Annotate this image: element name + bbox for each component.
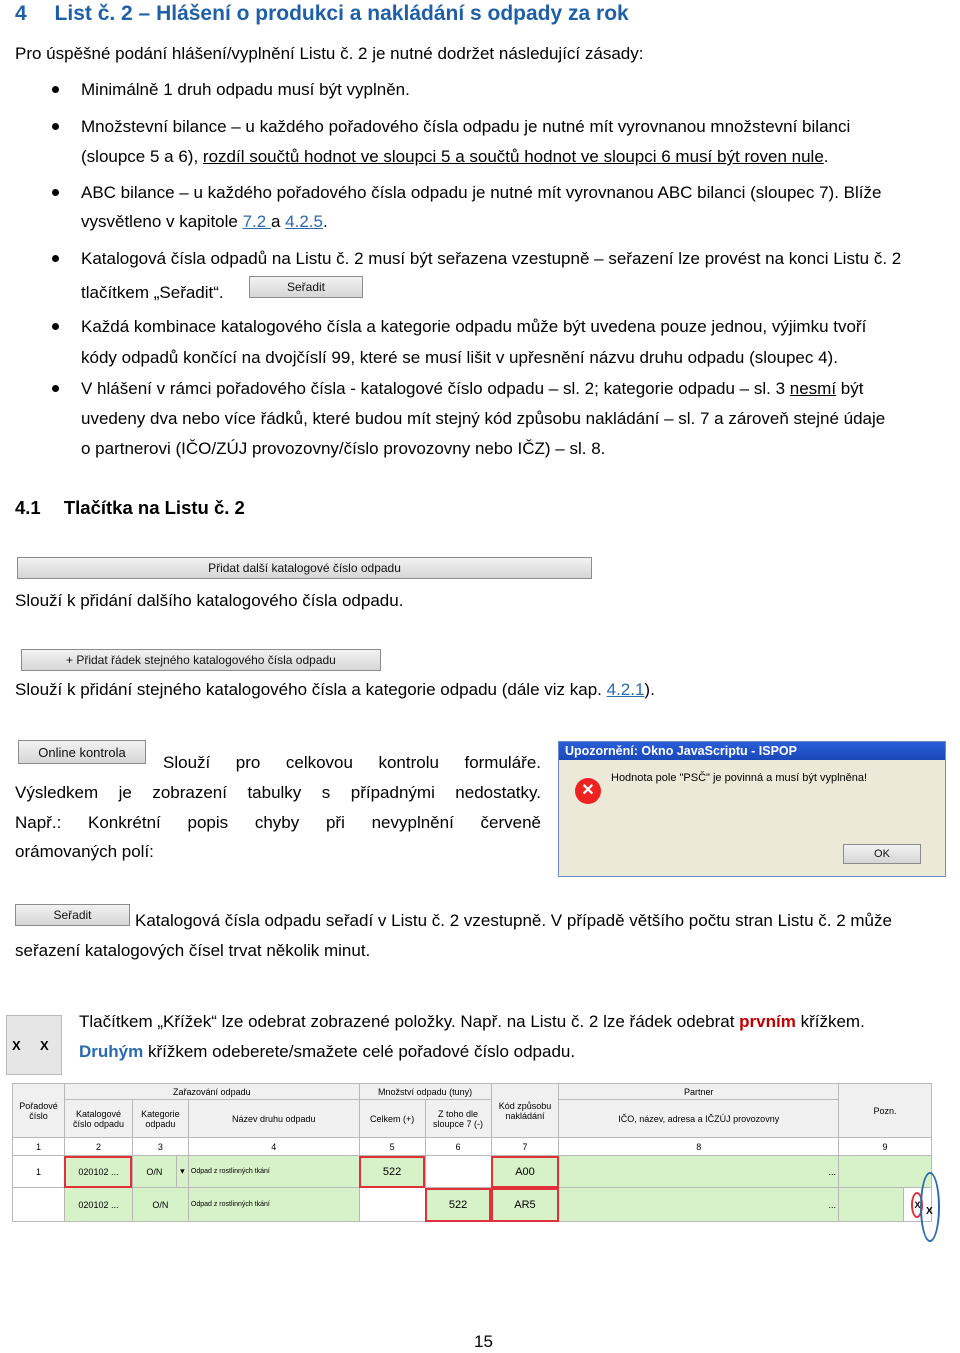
text: (sloupce 5 a 6), [81,147,203,166]
link-chapter-4-2-1[interactable]: 4.2.1 [606,680,645,699]
bullet-2-line2 [81,146,829,168]
waste-form-table [12,1083,932,1222]
col-header-pozn: Pozn. [839,1084,932,1138]
underlined-text: nesmí [789,379,837,398]
partner-lookup-button[interactable]: ... [828,1166,837,1177]
page-number: 15 [474,1332,493,1351]
col-number: 7 [491,1138,559,1156]
col-number: 5 [359,1138,425,1156]
code-value: A00 [515,1165,535,1178]
col-number: 6 [425,1138,491,1156]
amount-subtract-field[interactable] [425,1156,491,1188]
bullet-4-line2: tlačítkem „Seřadit“. [81,283,224,302]
group-header-mnozstvi: Množství odpadu (tuny) [359,1084,491,1100]
bullet-1: Minimálně 1 druh odpadu musí být vyplněn. [81,80,410,99]
cross-buttons-panel [6,1015,62,1075]
highlight-first: prvním [739,1012,796,1031]
intro-text: Pro úspěšné podání hlášení/vyplnění Listu č. 2 je nutné dodržet následující zásady: [15,44,644,63]
text: Tlačítkem „Křížek“ lze odebrat zobrazené položky. Např. na Listu č. 2 lze řádek odebrat [79,1012,740,1031]
bullet-6-line1 [81,378,863,400]
col-number: 8 [559,1138,839,1156]
subsection-number: 4.1 [15,497,41,518]
amount-total-field[interactable]: 522 [359,1156,425,1188]
remove-row-x-button[interactable]: X [911,1192,923,1218]
bullet-dot [52,86,59,93]
add-catalog-description: Slouží k přidání dalšího katalogového čísla odpadu. [15,591,404,610]
amount-subtract-field[interactable]: 522 [425,1188,491,1222]
method-code-field[interactable] [491,1188,559,1222]
col-number: 4 [188,1138,359,1156]
dialog-ok-button[interactable]: OK [843,844,921,864]
catalog-number-field[interactable] [64,1188,132,1222]
note-field[interactable] [839,1156,932,1188]
text: . [823,147,829,166]
online-check-button[interactable]: Online kontrola [18,740,146,764]
col-number: 2 [64,1138,132,1156]
col-header-ico: IČO, název, adresa a IČZÚJ provozovny [559,1100,839,1138]
online-desc-line4: orámovaných polí: [15,842,154,861]
col-number: 9 [839,1138,932,1156]
col-header-katalogove: Katalogové číslo odpadu [64,1100,132,1138]
col-header-nazev: Název druhu odpadu [188,1100,359,1138]
col-header-kategorie: Kategorie odpadu [132,1100,188,1138]
sort-desc-line1: Katalogová čísla odpadu seřadí v Listu č. 2 vzestupně. V případě většího počtu stran Listu č. 2 může [135,911,892,930]
partner-lookup-button[interactable]: ... [828,1199,837,1210]
section-heading [15,2,629,26]
text: křížkem odeberete/smažete celé pořadové číslo odpadu. [143,1042,576,1061]
bullet-dot [52,255,59,262]
bullet-3-line1: ABC bilance – u každého pořadového čísla odpadu je nutné mít vyrovnanou ABC bilanci (sloupec 7). Blíže [81,183,882,202]
form-grid [12,1083,932,1222]
add-catalog-number-button[interactable]: Přidat další katalogové číslo odpadu [17,557,592,579]
text: křížkem. [795,1012,865,1031]
bullet-dot [52,189,59,196]
bullet-6-line3: o partnerovi (IČO/ZÚJ provozovny/číslo provozovny nebo IČZ) – sl. 8. [81,439,606,458]
category-select[interactable]: O/N [132,1188,188,1222]
col-header-kod: Kód způsobu nakládání [491,1084,559,1138]
lookup-button[interactable]: ... [110,1199,119,1210]
catalog-number-field[interactable] [64,1156,132,1188]
category-select[interactable]: O/N [132,1156,176,1188]
waste-name-field: Odpad z rostlinných tkání [188,1156,359,1188]
bullet-5-line2: kódy odpadů končící na dvojčíslí 99, které se musí lišit v upřesnění názvu druhu odpadu (sloupec 4). [81,348,838,367]
col-number: 1 [13,1138,65,1156]
online-desc-line3: Např.: Konkrétní popis chyby při nevyplnění červeně [15,813,541,832]
text: ). [644,680,655,699]
text: V hlášení v rámci pořadového čísla - katalogové číslo odpadu – sl. 2; kategorie odpadu – sl. 3 [81,379,790,398]
online-desc-line2: Výsledkem je zobrazení tabulky s případnými nedostatky. [15,783,541,802]
bullet-2-line1: Množstevní bilance – u každého pořadového čísla odpadu je nutné mít vyrovnanou množstevní bilanci [81,117,851,136]
group-header-partner: Partner [559,1084,839,1100]
partner-field[interactable] [559,1188,839,1222]
dropdown-arrow-icon[interactable]: ▾ [176,1156,188,1188]
remove-row-x-button[interactable]: X [12,1038,21,1053]
remove-item-x-button[interactable]: X [40,1038,49,1053]
add-row-button[interactable]: + Přidat řádek stejného katalogového čísla odpadu [21,649,381,671]
note-field[interactable] [839,1188,904,1222]
dialog-message: Hodnota pole "PSČ" je povinná a musí být vyplněna! [611,772,868,784]
partner-field[interactable] [559,1156,839,1188]
sort-button[interactable]: Seřadit [15,904,130,926]
table-row [13,1188,932,1222]
add-row-description [15,679,655,701]
method-code-field[interactable] [491,1156,559,1188]
cross-desc-line2 [79,1041,575,1063]
col-header-ztoho: Z toho dle sloupce 7 (-) [425,1100,491,1138]
online-desc-line1: Slouží pro celkovou kontrolu formuláře. [163,753,541,772]
table-row [13,1156,932,1188]
highlight-second: Druhým [79,1042,144,1061]
text: vysvětleno v kapitole [81,212,243,231]
group-header-zarazeni: Zařazování odpadu [64,1084,359,1100]
error-icon: ✕ [575,778,601,804]
bullet-dot [52,323,59,330]
link-chapter-7-2[interactable]: 7.2 [242,212,271,231]
sort-desc-line2: seřazení katalogových čísel trvat několik minut. [15,941,371,960]
link-chapter-4-2-5[interactable]: 4.2.5 [285,212,323,231]
col-header-celkem: Celkem (+) [359,1100,425,1138]
col-number: 3 [132,1138,188,1156]
section-number: 4 [15,2,27,25]
subsection-heading [15,497,245,519]
text: a [270,212,286,231]
bullet-dot [52,123,59,130]
sort-button-inline[interactable]: Seřadit [249,276,363,298]
catalog-value: 020102 [78,1166,109,1177]
subsection-title: Tlačítka na Listu č. 2 [63,497,245,518]
section-title: List č. 2 – Hlášení o produkci a nakládání s odpady za rok [54,2,629,25]
text: být [836,379,864,398]
lookup-button[interactable]: ... [110,1166,119,1177]
col-header-poradove: Pořadové číslo [13,1084,65,1138]
code-value: AR5 [514,1198,536,1211]
bullet-6-line2: uvedeny dva nebo více řádků, které budou mít stejný kód způsobu nakládání – sl. 7 a zároveň stejné údaje [81,409,886,428]
text: Slouží k přidání stejného katalogového čísla a kategorie odpadu (dále viz kap. [15,680,607,699]
text: . [322,212,328,231]
bullet-3-line2 [81,211,328,233]
row-number: 1 [13,1156,65,1188]
bullet-5-line1: Každá kombinace katalogového čísla a kategorie odpadu může být uvedena pouze jednou, výjimku tvoří [81,317,867,336]
underlined-text: rozdíl součtů hodnot ve sloupci 5 a součtů hodnot ve sloupci 6 musí být roven nule [202,147,824,166]
remove-order-x-button[interactable]: X [926,1206,933,1217]
amount-total-field[interactable] [359,1188,425,1222]
bullet-4-line1: Katalogová čísla odpadů na Listu č. 2 musí být seřazena vzestupně – seřazení lze provést na konci Listu č. 2 [81,249,902,268]
javascript-alert-dialog [558,741,946,877]
cross-desc-line1 [79,1011,865,1033]
catalog-value: 020102 [78,1199,109,1210]
waste-name-field: Odpad z rostlinných tkání [188,1188,359,1222]
dialog-title: Upozornění: Okno JavaScriptu - ISPOP [559,742,945,760]
bullet-dot [52,385,59,392]
row-number [13,1188,65,1222]
